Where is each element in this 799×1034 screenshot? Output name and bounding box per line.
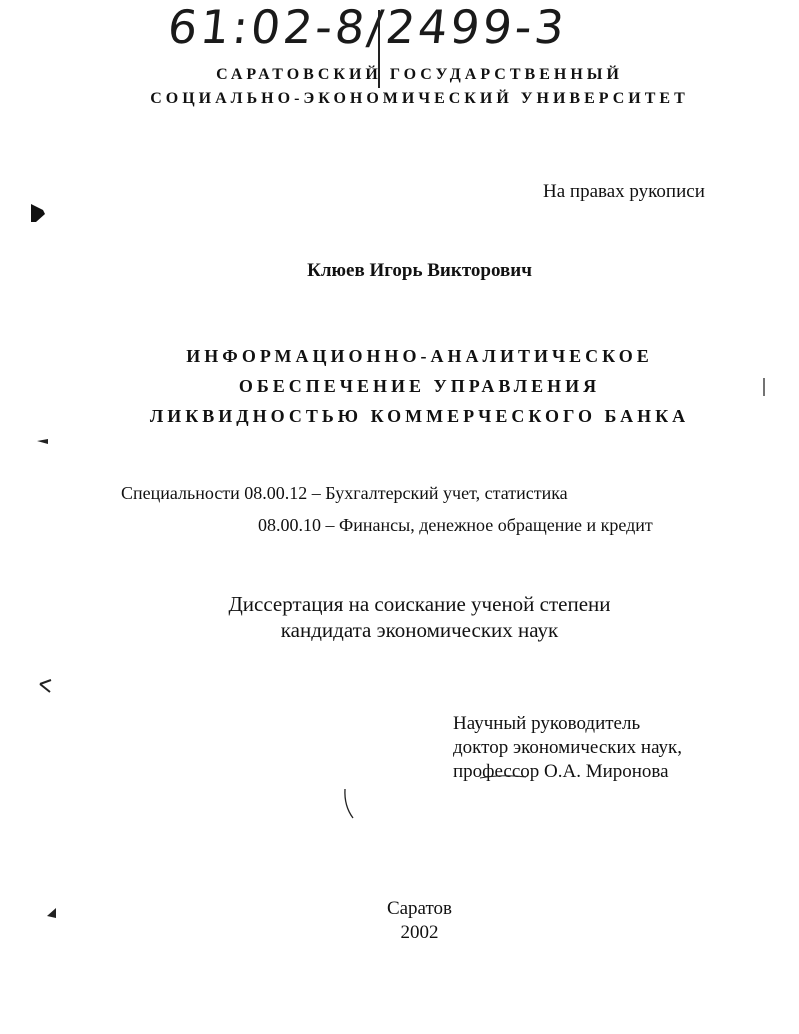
place-and-year bbox=[0, 897, 799, 945]
margin-tick-mark bbox=[44, 904, 60, 920]
degree-line-2: кандидата экономических наук bbox=[280, 618, 559, 642]
catalog-number-handwritten: 61:02-8/2499-3 bbox=[165, 0, 570, 54]
university-name-line-2: СОЦИАЛЬНО-ЭКОНОМИЧЕСКИЙ УНИВЕРСИТЕТ bbox=[150, 90, 689, 107]
degree-statement bbox=[0, 591, 799, 643]
specialty-line-1: Специальности 08.00.12 – Бухгалтерский учет, статистика bbox=[121, 483, 568, 503]
dissertation-title bbox=[0, 341, 799, 431]
author-name: Клюев Игорь Викторович bbox=[307, 260, 532, 281]
specialty-line-2: 08.00.10 – Финансы, денежное обращение и кредит bbox=[258, 515, 653, 535]
title-line-2: ОБЕСПЕЧЕНИЕ УПРАВЛЕНИЯ bbox=[238, 376, 601, 396]
title-line-1: ИНФОРМАЦИОННО-АНАЛИТИЧЕСКОЕ bbox=[186, 346, 653, 366]
title-line-3: ЛИКВИДНОСТЬЮ КОММЕРЧЕСКОГО БАНКА bbox=[149, 406, 690, 426]
manuscript-note: На правах рукописи bbox=[543, 181, 705, 202]
scan-divider-mark bbox=[376, 10, 382, 88]
advisor-line-2: доктор экономических наук, bbox=[453, 737, 683, 758]
margin-tick-mark bbox=[38, 678, 54, 694]
university-name-line-1: САРАТОВСКИЙ ГОСУДАРСТВЕННЫЙ bbox=[216, 66, 623, 83]
city: Саратов bbox=[386, 898, 453, 919]
pen-stroke-mark bbox=[342, 788, 356, 820]
advisor-line-3: профессор О.А. Миронова bbox=[453, 761, 669, 782]
margin-line-mark bbox=[762, 378, 766, 396]
margin-punch-mark bbox=[28, 200, 48, 226]
degree-line-1: Диссертация на соискание ученой степени bbox=[228, 592, 611, 616]
advisor-line-1: Научный руководитель bbox=[453, 713, 641, 734]
year: 2002 bbox=[400, 922, 439, 943]
strikethrough-mark bbox=[478, 769, 528, 783]
margin-tick-mark bbox=[36, 436, 50, 446]
